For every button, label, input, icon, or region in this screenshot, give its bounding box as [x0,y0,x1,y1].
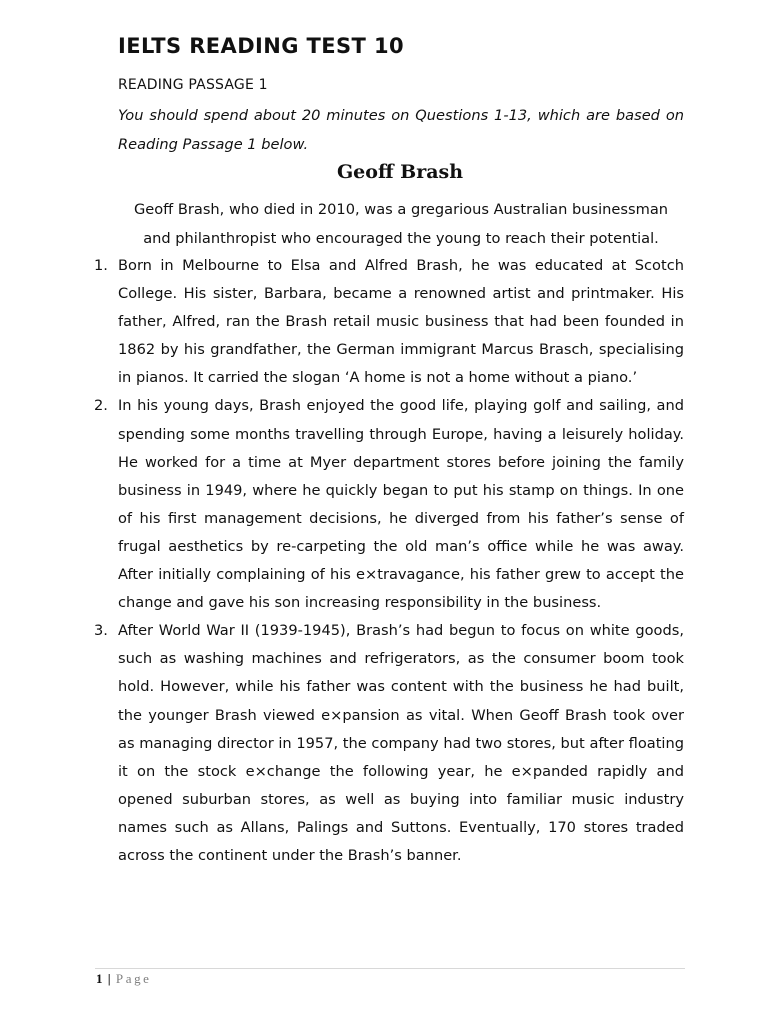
paragraph-number: 2. [94,397,108,415]
paragraph-1 [94,252,684,392]
intro-paragraph: Geoff Brash, who died in 2010, was a gregarious Australian businessman and philanthropist who encouraged the young to reach their potential. [133,201,669,247]
article-title: Geoff Brash [336,161,464,183]
paragraph-number: 1. [94,257,108,274]
page-number: 1 [96,971,103,986]
numbered-paragraph-list [94,252,684,870]
paragraph-text: In his young days, Brash enjoyed the good life, playing golf and sailing, and spending some months travelling through Europe, having a leisurely holiday. He worked for a time at Myer department stores before joining the family business in 1949, where he quickly began to put his stamp on things. In one of his first management decisions, he diverged from his father’s sense of frugal aesthetics by re-carpeting the old man’s office while he was away. After initially complaining of his e×travagance, his father grew to accept the change and gave his son increasing responsibility in the business. [118,397,684,612]
paragraph-3 [94,617,684,870]
passage-label: READING PASSAGE 1 [118,77,268,93]
instructions-text: You should spend about 20 minutes on Questions 1-13, which are based on Reading Passage 1 below. [118,107,684,153]
paragraph-text: After World War II (1939-1945), Brash’s had begun to focus on white goods, such as washing machines and refrigerators, as the consumer boom took hold. However, while his father was content with the business he had built, the younger Brash viewed e×pansion as vital. When Geoff Brash took over as managing director in 1957, the company had two stores, but after floating it on the stock e×change the following year, he e×panded rapidly and opened suburban stores, as well as buying into familiar music industry names such as Allans, Palings and Suttons. Eventually, 170 stores traded across the continent under the Brash’s banner. [118,622,684,864]
paragraph-text: Born in Melbourne to Elsa and Alfred Brash, he was educated at Scotch College. His sister, Barbara, became a renowned artist and printmaker. His father, Alfred, ran the Brash retail music business that had been founded in 1862 by his grandfather, the German immigrant Marcus Brasch, specialising in pianos. It carried the slogan ‘A home is not a home without a piano.’ [118,257,684,387]
footer-divider [95,968,685,969]
footer-separator: | [107,971,111,986]
paragraph-2 [94,392,684,617]
test-title: IELTS READING TEST 10 [118,34,405,58]
page-footer [96,971,152,987]
paragraph-number: 3. [94,622,108,640]
page-word: Page [115,971,152,986]
